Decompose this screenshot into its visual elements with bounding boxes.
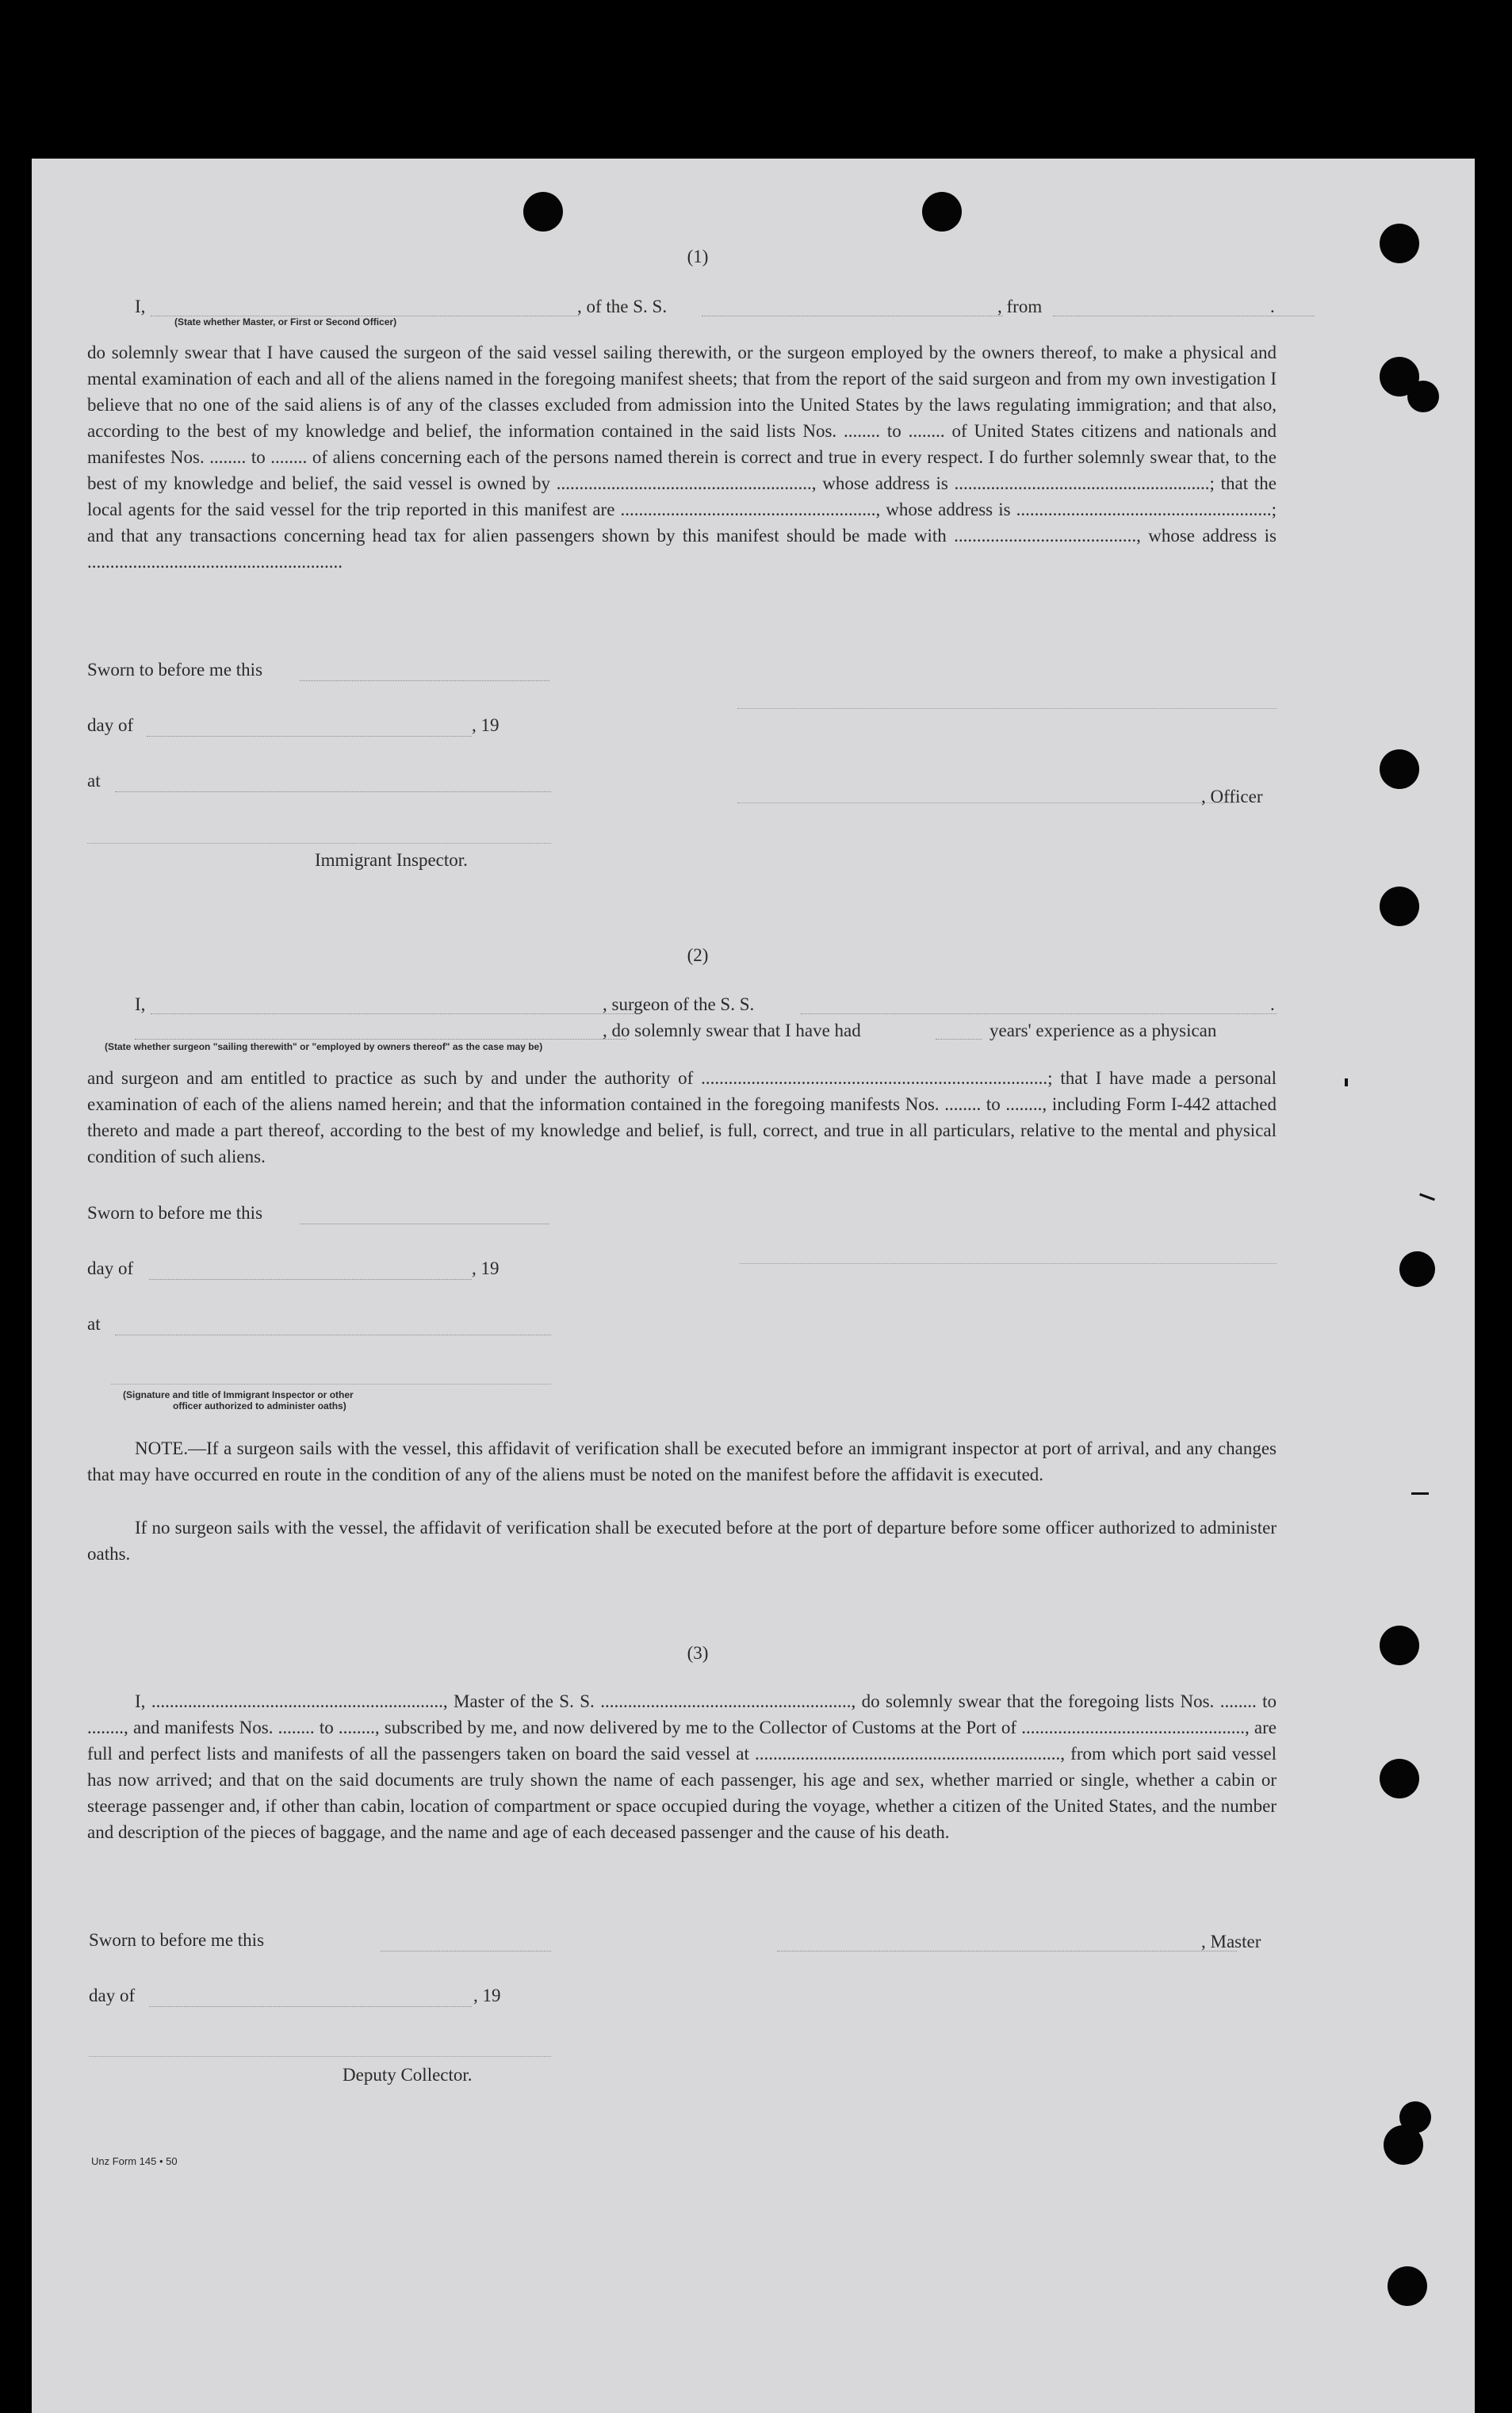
sworn-label: Sworn to before me this — [89, 1930, 265, 1950]
signature-hint: (Signature and title of Immigrant Inspector or other — [123, 1389, 354, 1400]
form-sheet — [32, 159, 1475, 2413]
at-label: at — [87, 771, 101, 791]
signature-line[interactable] — [737, 708, 1277, 709]
surgeon-ss-label: , surgeon of the S. S. — [603, 994, 755, 1014]
day-field[interactable] — [147, 736, 472, 737]
of-ss-label: , of the S. S. — [577, 297, 668, 316]
section-number: (3) — [687, 1643, 709, 1663]
note-paragraph: If no surgeon sails with the vessel, the affidavit of verification shall be executed before at the port of departure before some officer authorized to administer oaths. — [87, 1518, 1277, 1564]
surgeon-oath-text: and surgeon and am entitled to practice as such by and under the authority of ............................................................................; that I have made a personal examination of each of the aliens named herein; and that the information contained in the foregoing manifests Nos. ........ to ........, including Form I-442 attached thereto and made a part thereof, according to the best of my knowledge and belief, is full, correct, and true in all particulars, relative to the mental and physical condition of such aliens. — [87, 1068, 1277, 1166]
years-experience-label: years' experience as a physican — [989, 1021, 1217, 1040]
punch-hole — [1399, 1251, 1435, 1287]
surgeon-vessel-field[interactable] — [801, 1013, 1277, 1014]
collector-signature-line[interactable] — [89, 2056, 551, 2057]
day-label: day of — [89, 1986, 136, 2005]
day-field[interactable] — [149, 2006, 472, 2007]
collector-oath-text: I, ................................................................, Master of the S. S. ......................................................., do solemnly swear that the foregoing lists Nos. ........ to ........, and manifests Nos. ........ to ........, subscribed by me, and now delivered by me to the Collector of Customs at the Port of ................................................., are full and perfect lists and manifests of all the passengers taken on board the said vessel at ..................................................................., from which port said vessel has now arrived; and that on the said documents are truly shown the name of each passenger, his age and sex, whether married or single, whether a cabin or steerage passenger and, if other than cabin, location of compartment or space occupied during the voyage, whether a citizen of the United States, and the number and description of the pieces of baggage, and the name and age of each deceased passenger and the cause of his death. — [87, 1691, 1277, 1842]
punch-hole — [1399, 2101, 1431, 2133]
immigrant-inspector-label: Immigrant Inspector. — [315, 850, 468, 870]
day-field[interactable] — [149, 1279, 472, 1280]
margin-mark — [1411, 1492, 1429, 1495]
from-label: , from — [997, 297, 1043, 316]
surgeon-signature-line[interactable] — [740, 1263, 1277, 1264]
period: . — [1270, 297, 1275, 316]
years-experience-field[interactable] — [936, 1039, 982, 1040]
surgeon-i-label: I, — [135, 994, 146, 1014]
note-paragraph: NOTE.—If a surgeon sails with the vessel, this affidavit of verification shall be executed before an immigrant inspector at port of arrival, and any changes that may have occurred en route in the condition of any of the aliens must be noted on the manifest before the affidavit is executed. — [87, 1438, 1277, 1484]
punch-hole — [523, 192, 563, 232]
at-place-field[interactable] — [115, 791, 551, 792]
surgeon-status-field[interactable] — [135, 1039, 626, 1040]
deputy-collector-label: Deputy Collector. — [343, 2065, 473, 2085]
officer-label: , Officer — [1201, 787, 1263, 806]
margin-mark — [1419, 1193, 1435, 1201]
surgeon-hint: (State whether surgeon "sailing therewith" or "employed by owners thereof" as the case may be) — [105, 1041, 543, 1052]
master-label: , Master — [1201, 1932, 1261, 1951]
punch-hole — [922, 192, 962, 232]
sworn-label: Sworn to before me this — [87, 660, 263, 680]
section-number: (1) — [687, 247, 709, 266]
section-number: (2) — [687, 945, 709, 965]
form-number: Unz Form 145 • 50 — [91, 2155, 178, 2167]
punch-hole — [1380, 1759, 1419, 1798]
oath-i-label: I, — [135, 297, 146, 316]
year-label: , 19 — [473, 1986, 501, 2005]
punch-hole — [1380, 887, 1419, 926]
solemnly-swear-label: , do solemnly swear that I have had — [603, 1021, 861, 1040]
period: . — [1270, 994, 1275, 1014]
year-label: , 19 — [472, 715, 500, 735]
year-label: , 19 — [472, 1258, 500, 1278]
officer-signature-line[interactable] — [737, 802, 1237, 803]
rank-hint: (State whether Master, or First or Second Officer) — [174, 316, 397, 327]
sworn-label: Sworn to before me this — [87, 1203, 263, 1223]
punch-hole — [1380, 749, 1419, 789]
day-label: day of — [87, 715, 134, 735]
inspector-signature-line[interactable] — [87, 843, 551, 844]
margin-mark — [1345, 1078, 1348, 1086]
master-oath-text: do solemnly swear that I have caused the surgeon of the said vessel sailing therewith, or the surgeon employed by the owners thereof, to make a physical and mental examination of each and all of the aliens named in the foregoing manifest sheets; that from the report of the said surgeon and from my own investigation I believe that no one of the said aliens is of any of the classes excluded from admission into the United States by the laws regulating immigration; and that also, according to the best of my knowledge and belief, the information contained in the said lists Nos. ........ to ........ of United States citizens and nationals and manifestes Nos. ........ to ........ of aliens concerning each of the persons named therein is correct and true in every respect. I do further solemnly swear that, to the best of my knowledge and belief, the said vessel is owned by ........................................................, whose address is ........................................................; that the local agents for the said vessel for the trip reported in this manifest are ........................................................, whose address is ........................................................; and that any transactions concerning head tax for alien passengers shown by this manifest should be made with ........................................, whose address is ........................................................ — [87, 343, 1277, 572]
signature-hint: officer authorized to administer oaths) — [173, 1400, 346, 1411]
punch-hole — [1407, 381, 1439, 412]
day-label: day of — [87, 1258, 134, 1278]
punch-hole — [1388, 2266, 1427, 2306]
surgeon-name-field[interactable] — [151, 1013, 634, 1014]
punch-hole — [1380, 1626, 1419, 1665]
at-label: at — [87, 1314, 101, 1334]
inspector-signature-line[interactable] — [111, 1384, 551, 1385]
punch-hole — [1380, 224, 1419, 263]
sworn-date-field[interactable] — [300, 680, 549, 681]
